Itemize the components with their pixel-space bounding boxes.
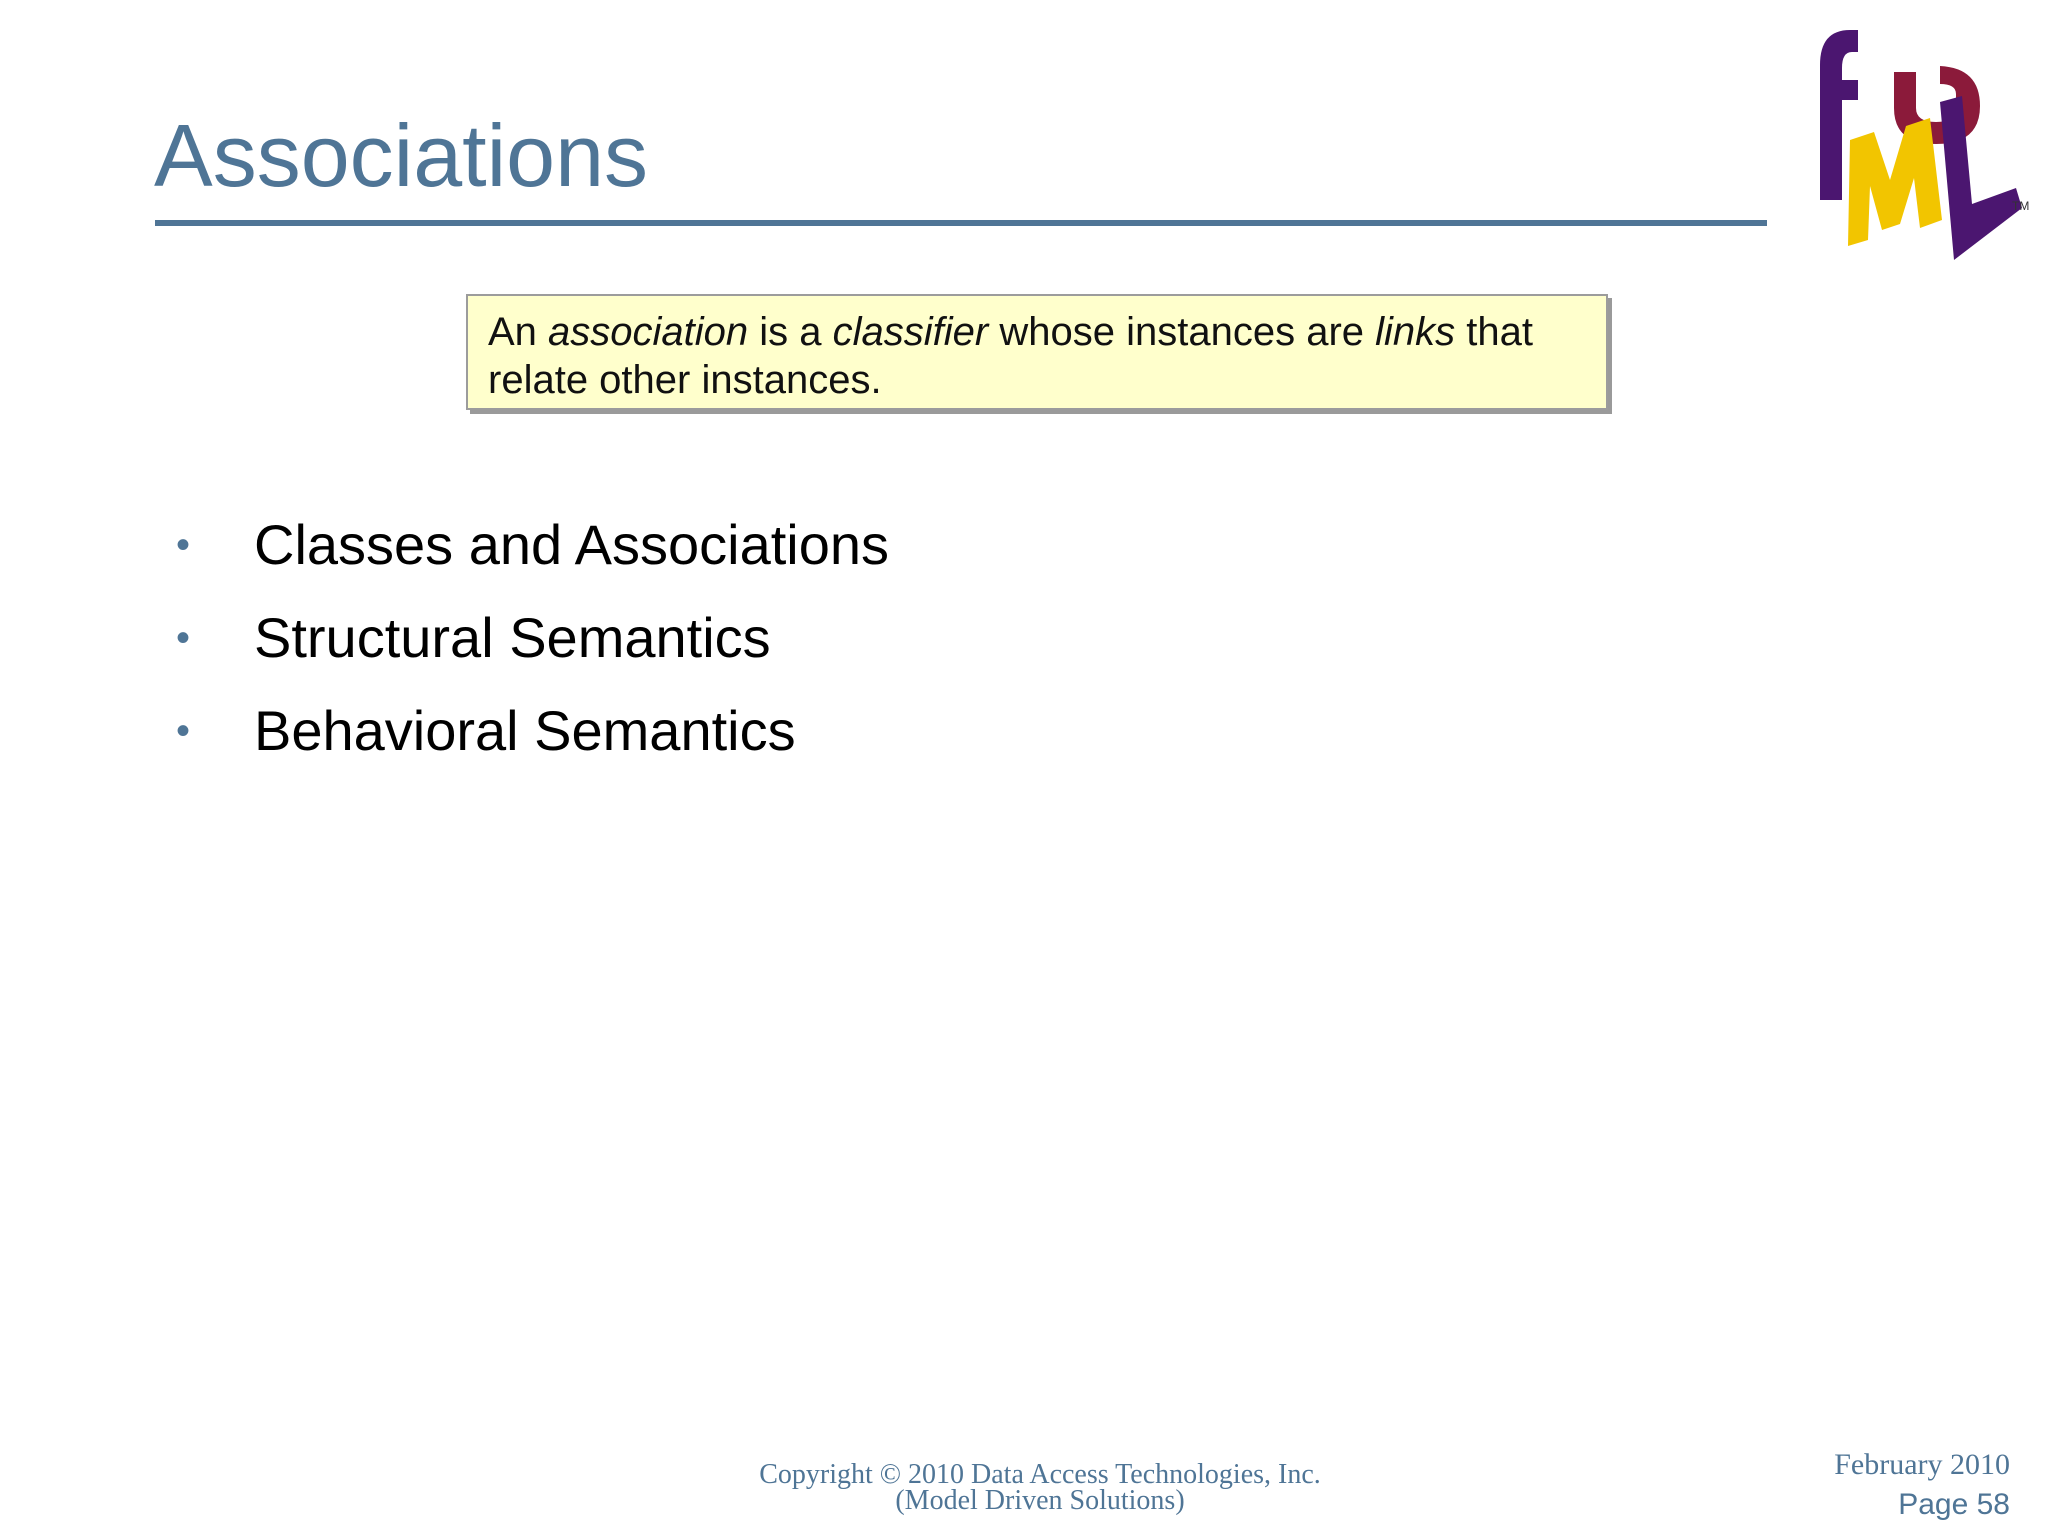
copyright-line-1: Copyright © 2010 Data Access Technologies, Inc.	[759, 1459, 1321, 1490]
copyright-notice	[700, 1459, 1380, 1516]
definition-text-1: An	[488, 310, 549, 354]
definition-term-classifier: classifier	[832, 310, 989, 354]
bullet-icon: •	[176, 616, 191, 660]
definition-text-2: is a	[748, 310, 833, 354]
page-number: Page 58	[1898, 1488, 2010, 1521]
slide-title: Associations	[154, 106, 649, 205]
bullet-text: Structural Semantics	[254, 606, 771, 669]
bullet-icon: •	[176, 523, 191, 567]
footer-date: February 2010	[1834, 1448, 2010, 1481]
definition-term-links: links	[1375, 310, 1456, 354]
bullet-icon: •	[176, 709, 191, 753]
fuml-logo	[1790, 10, 2040, 260]
definition-text-4: that relate other instances.	[488, 310, 1533, 402]
definition-term-association: association	[548, 310, 749, 354]
copyright-line-2: (Model Driven Solutions)	[895, 1485, 1185, 1516]
logo-letter-m	[1848, 118, 1942, 246]
bullet-text: Behavioral Semantics	[254, 699, 796, 762]
definition-text-3: whose instances are	[988, 310, 1376, 354]
title-underline	[155, 220, 1767, 226]
logo-letter-l	[1940, 96, 2022, 260]
logo-trademark: TM	[2012, 199, 2030, 213]
bullet-text: Classes and Associations	[254, 513, 890, 576]
definition-box	[466, 294, 1608, 410]
